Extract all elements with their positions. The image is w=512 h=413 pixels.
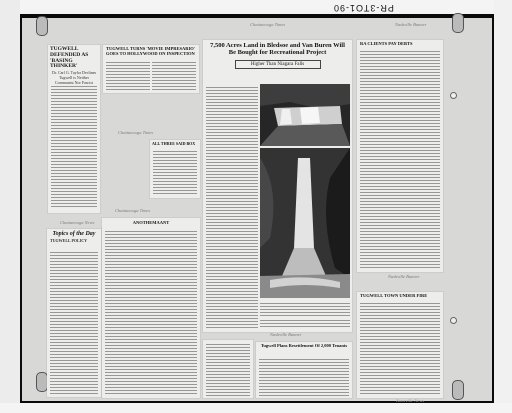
left-margin — [0, 0, 20, 413]
clipping-headline: RA CLIENTS PAY DEBTS — [360, 41, 413, 46]
article-body — [50, 251, 98, 395]
clipping-topics-of-day — [47, 229, 101, 397]
clipping-subhead: Dr. Carl G. Taylor Declines Tugwell is Neither Communist Nor Fascist — [51, 70, 97, 85]
clipping-headline: Tugwell Plans Resettlement Of 2,000 Tenants — [260, 343, 348, 348]
source-note: Knoxville News — [396, 398, 425, 403]
source-note: Chattanooga Times — [118, 130, 154, 135]
article-body-col2 — [152, 61, 196, 91]
clipping-headline: TUGWELL TURNS 'MOVIE IMPRESARIO' GOES TO HOLLYWOOD ON INSPECTION — [106, 46, 196, 56]
bottom-margin — [0, 403, 512, 413]
article-body — [51, 85, 97, 209]
article-body — [259, 358, 349, 396]
binder-clip-icon — [452, 13, 464, 33]
clipping-all-three — [150, 140, 200, 198]
binder-clip-icon — [452, 380, 464, 400]
waterfall-photo-2 — [260, 148, 350, 298]
pin-hole-icon — [450, 92, 457, 99]
clipping-headline: ANOTHEMAANT — [132, 220, 170, 225]
waterfall-photo-1 — [260, 84, 350, 146]
clipping-tugwell-town — [357, 292, 443, 398]
clipping-ra-clients — [357, 40, 443, 272]
clipping-headline: TUGWELL TOWN UNDER FIRE — [360, 293, 428, 298]
article-body — [260, 319, 350, 329]
clipping-headline: ALL THREE SAID BOX — [152, 141, 196, 146]
clipping-subhead-box: Higher Than Niagara Falls — [235, 60, 321, 69]
clipping-headline: Topics of the Day — [52, 231, 96, 237]
clipping-tugwell-defended — [48, 45, 100, 213]
article-body-col1 — [106, 61, 150, 91]
clipping-anothemaant — [102, 218, 200, 398]
clipping-recreational-project — [203, 40, 352, 332]
binder-clip-icon — [36, 16, 48, 36]
photo-caption — [260, 302, 350, 316]
clipping-movie-impresario — [103, 45, 199, 93]
source-note: Chattanooga News — [60, 220, 95, 225]
source-note: Nashville Banner — [270, 332, 302, 337]
archive-label: PR-3TO1-90 — [333, 3, 394, 13]
article-body — [105, 230, 197, 396]
article-body — [206, 86, 258, 329]
clipping-headline: TUGWELL DEFENDED AS 'BASING THINKER' — [50, 46, 89, 70]
clipping-small-left — [203, 340, 253, 398]
clipping-headline: 7,500 Acres Land in Bledsoe and Van Buren Will Be Bought for Recreational Project — [210, 42, 345, 56]
clipping-resettlement — [256, 342, 352, 398]
article-body — [360, 50, 440, 270]
article-body — [206, 343, 250, 396]
source-note: Nashville Banner — [395, 22, 427, 27]
source-note: Chattanooga Times — [115, 208, 151, 213]
top-margin — [0, 0, 512, 14]
pin-hole-icon — [450, 317, 457, 324]
clipping-subhead: TUGWELL POLICY — [50, 238, 88, 244]
article-body — [360, 302, 440, 396]
right-margin — [494, 0, 512, 413]
article-body — [153, 150, 197, 196]
source-note: Nashville Banner — [388, 274, 420, 279]
source-note: Chattanooga Times — [250, 22, 286, 27]
